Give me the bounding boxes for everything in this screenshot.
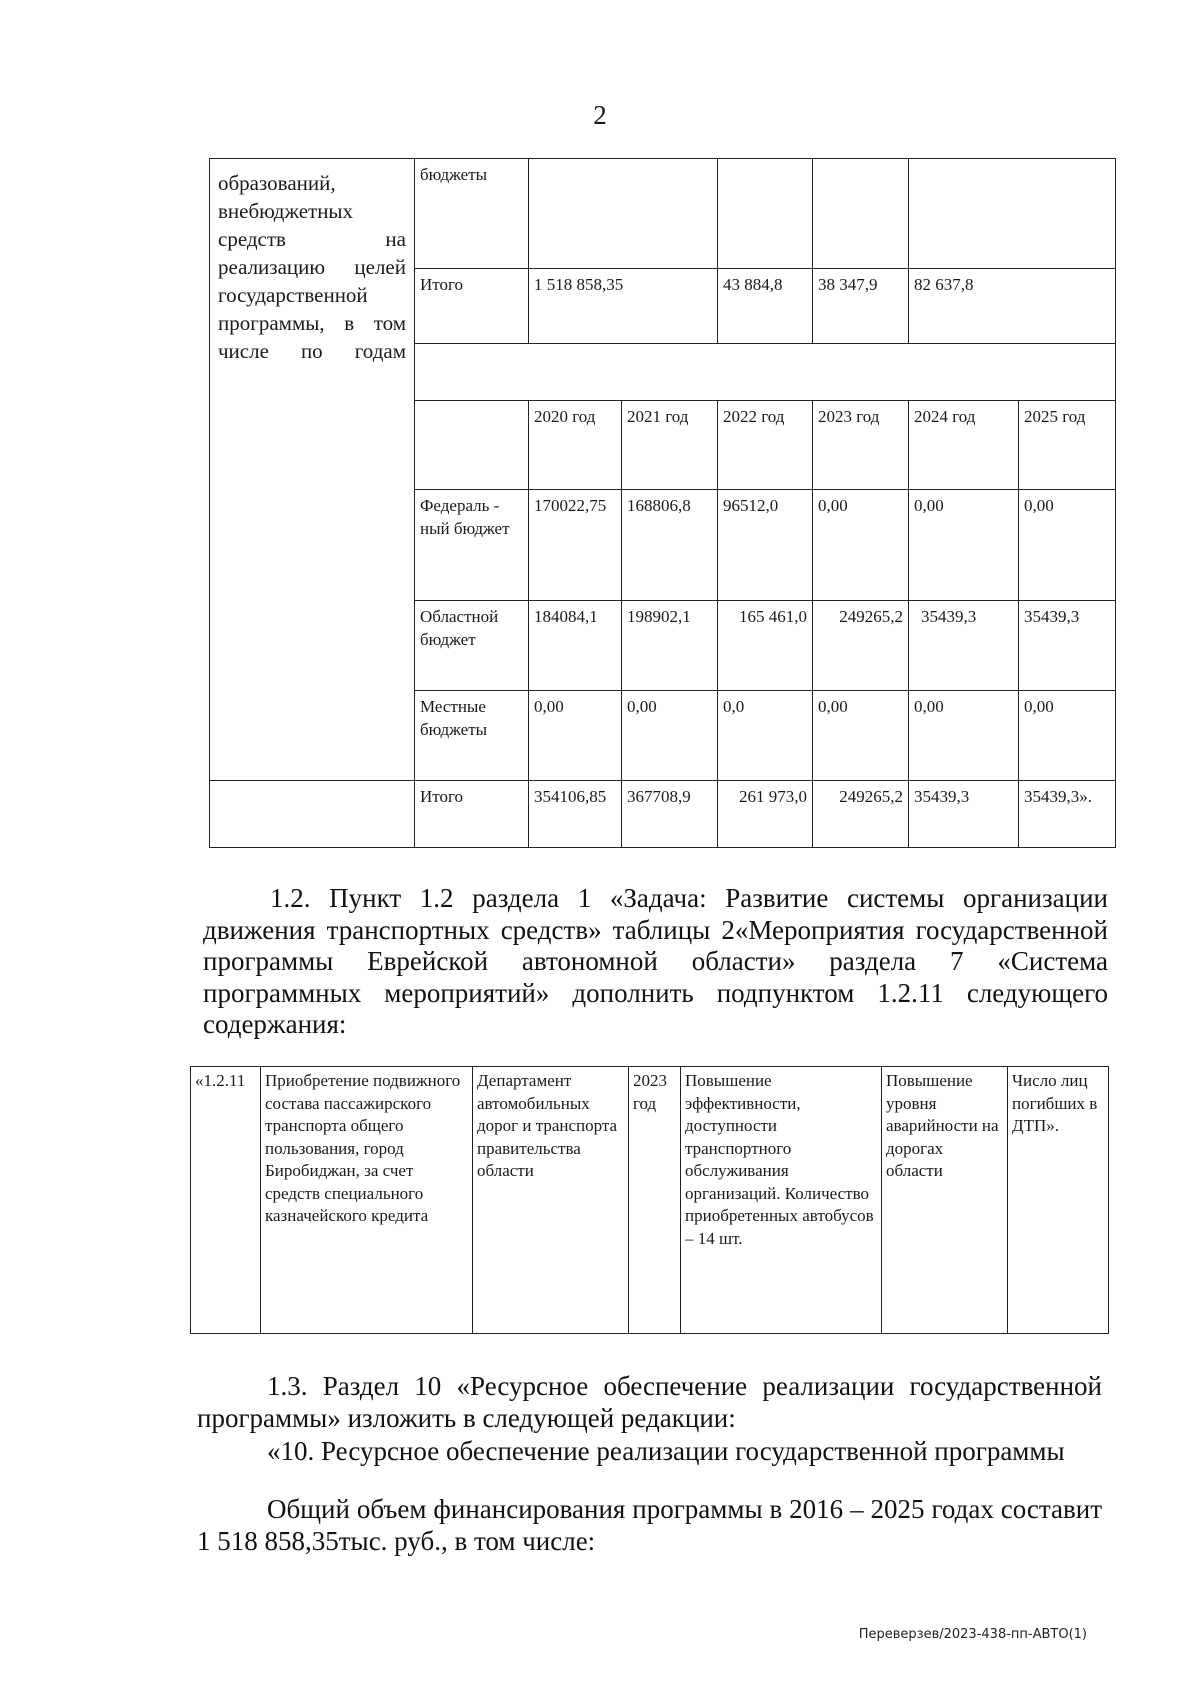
paragraph-1-3: 1.3. Раздел 10 «Ресурсное обеспечение реализации государственной программы» изложить в следующей редакции: (197, 1371, 1102, 1433)
measures-table (190, 1066, 1109, 1334)
paragraph-1-2 (203, 883, 1108, 1041)
table-cell: 261 973,0 (718, 781, 813, 848)
table-cell: 168806,8 (622, 490, 718, 601)
section-10-title: «10. Ресурсное обеспечение реализации государственной программы (267, 1436, 1065, 1466)
row-label-federal: Федераль - ный бюджет (415, 490, 529, 601)
financing-table (209, 158, 1116, 848)
table-cell: 0,00 (529, 691, 622, 781)
table-cell: 38 347,9 (813, 269, 909, 344)
table-cell: 1 518 858,35 (529, 269, 718, 344)
measure-consequence: Повышение уровня аварийности на дорогах области (882, 1067, 1008, 1334)
table-cell: 43 884,8 (718, 269, 813, 344)
year-header: 2020 год (529, 401, 622, 490)
row-label-total: Итого (415, 781, 529, 848)
table-cell: 0,00 (813, 691, 909, 781)
empty-cell (909, 159, 1116, 269)
paragraph-general-volume: Общий объем финансирования программы в 2016 – 2025 годах составит 1 518 858,35тыс. руб., в том числе: (197, 1494, 1102, 1556)
table-cell: 35439,3 (909, 781, 1019, 848)
table-cell: 198902,1 (622, 601, 718, 691)
paragraph-1-2-first-line: 1.2. Пункт 1.2 раздела 1 «Задача: Развитие системы организации (270, 883, 1108, 913)
measure-indicator: Число лиц погибших в ДТП». (1008, 1067, 1109, 1334)
year-header: 2022 год (718, 401, 813, 490)
row-label-local: Местные бюджеты (415, 691, 529, 781)
table-cell: 0,00 (622, 691, 718, 781)
measure-number: «1.2.11 (191, 1067, 261, 1334)
measure-result: Повышение эффективности, доступности транспортного обслуживания организаций. Количество приобретенных автобусов – 14 шт. (681, 1067, 882, 1334)
table-cell: 96512,0 (718, 490, 813, 601)
page-number: 2 (593, 100, 607, 130)
table-cell: 35439,3». (1019, 781, 1116, 848)
table-cell: 0,00 (1019, 490, 1116, 601)
year-header: 2021 год (622, 401, 718, 490)
year-header: 2025 год (1019, 401, 1116, 490)
table-cell: 0,00 (909, 691, 1019, 781)
table-cell: 35439,3 (1019, 601, 1116, 691)
merged-label-cell: образований, внебюджетных средств на реализацию целей государственной программы, в том числе по годам (210, 159, 415, 781)
measure-year: 2023 год (629, 1067, 681, 1334)
empty-cell (718, 159, 813, 269)
empty-cell (415, 401, 529, 490)
footer-code: Переверзев/2023-438-пп-АВТО(1) (858, 1627, 1087, 1642)
empty-cell (210, 781, 415, 848)
table-cell: 0,00 (813, 490, 909, 601)
empty-cell (529, 159, 718, 269)
row-label-regional: Областной бюджет (415, 601, 529, 691)
table-cell: 0,00 (909, 490, 1019, 601)
table-cell: 367708,9 (622, 781, 718, 848)
table-cell: 170022,75 (529, 490, 622, 601)
empty-row (415, 344, 1116, 401)
table-cell: 0,00 (1019, 691, 1116, 781)
table-cell: 165 461,0 (718, 601, 813, 691)
table-cell: 249265,2 (813, 601, 909, 691)
table-cell: 354106,85 (529, 781, 622, 848)
year-header: 2023 год (813, 401, 909, 490)
table-cell: 82 637,8 (909, 269, 1116, 344)
table-cell: 249265,2 (813, 781, 909, 848)
year-header: 2024 год (909, 401, 1019, 490)
table-cell: 184084,1 (529, 601, 622, 691)
table-cell: 35439,3 (909, 601, 1019, 691)
measure-executor: Департамент автомобильных дорог и транспорта правительства области (473, 1067, 629, 1334)
row-total-top-label: Итого (415, 269, 529, 344)
empty-cell (813, 159, 909, 269)
table-cell: 0,0 (718, 691, 813, 781)
row-budgets-label: бюджеты (415, 159, 529, 269)
measure-name: Приобретение подвижного состава пассажирского транспорта общего пользования, город Биробиджан, за счет средств специального казначейского кредита (261, 1067, 473, 1334)
paragraph-1-2-body: движения транспортных средств» таблицы 2«Мероприятия государственной программы Еврейской автономной области» раздела 7 «Система программных мероприятий» дополнить подпунктом 1.2.11 следующего содержания: (203, 914, 1108, 1039)
